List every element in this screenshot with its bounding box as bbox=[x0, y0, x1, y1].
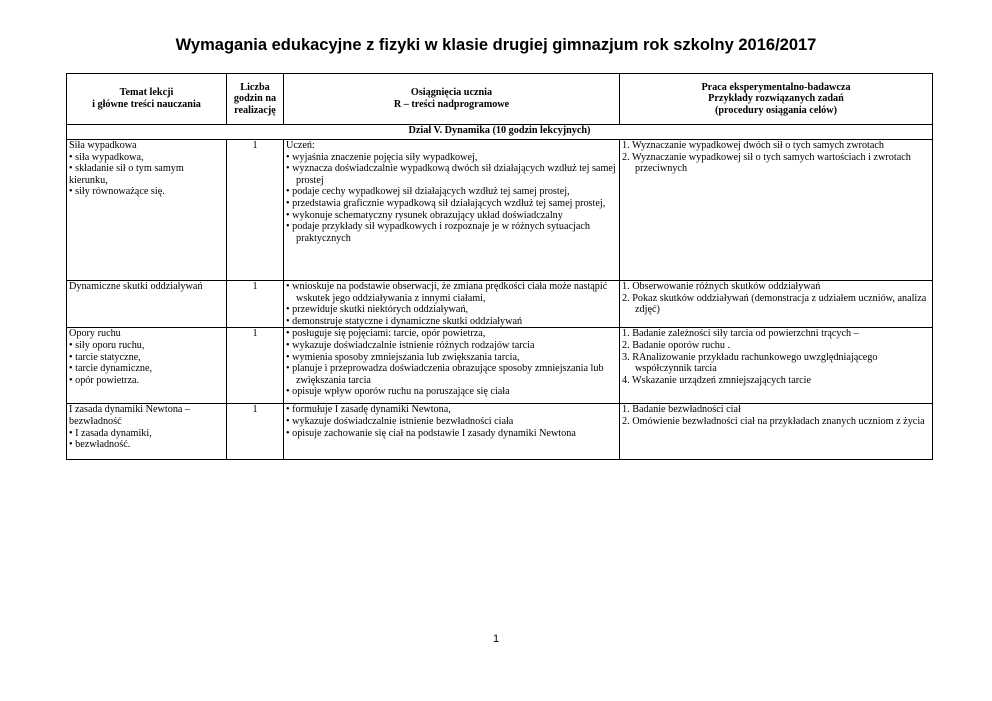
table-row bbox=[67, 404, 933, 460]
achievement-item: • wykazuje doświadczalnie istnienie różnych rodzajów tarcia bbox=[286, 339, 535, 351]
hours-cell: 1 bbox=[227, 140, 284, 281]
topic-line: • składanie sił o tym samym bbox=[69, 163, 184, 175]
topic-line: Opory ruchu bbox=[69, 328, 121, 340]
achievement-item: • przedstawia graficznie wypadkową sił działających wzdłuż tej samej prostej, bbox=[286, 197, 606, 209]
topic-line: • opór powietrza. bbox=[69, 374, 140, 386]
achievement-item: • podaje przykłady sił wypadkowych i rozpoznaje je w różnych sytuacjach praktycznych bbox=[286, 221, 590, 244]
header-row bbox=[67, 74, 933, 125]
topic-line: • tarcie dynamiczne, bbox=[69, 363, 153, 375]
achievement-item: • planuje i przeprowadza doświadczenia obrazujące sposoby zmniejszania lub zwiększania tarcia bbox=[286, 363, 604, 386]
page-title: Wymagania edukacyjne z fizyki w klasie drugiej gimnazjum rok szkolny 2016/2017 bbox=[175, 36, 817, 54]
work-item: 1. Badanie zależności siły tarcia od powierzchni trących – bbox=[622, 328, 859, 340]
work-cell bbox=[620, 404, 933, 460]
header-hours-line: Liczba bbox=[240, 81, 270, 93]
table-row bbox=[67, 281, 933, 328]
header-topic-line: i główne treści nauczania bbox=[92, 99, 201, 110]
work-item: 1. Obserwowanie różnych skutków oddziaływań bbox=[622, 281, 821, 292]
topic-cell bbox=[67, 328, 227, 404]
achievement-item: • wykazuje doświadczalnie istnienie bezwładności ciała bbox=[286, 415, 514, 427]
work-item: 2. Pokaz skutków oddziaływań (demonstracja z udziałem uczniów, analiza zdjęć) bbox=[622, 292, 927, 316]
achievement-item: • demonstruje statyczne i dynamiczne skutki oddziaływań bbox=[286, 315, 523, 327]
requirements-table bbox=[66, 73, 933, 460]
header-achievements-line: Osiągnięcia ucznia bbox=[410, 87, 493, 99]
achievement-item: • opisuje wpływ oporów ruchu na poruszające się ciała bbox=[286, 386, 510, 398]
topic-line: • bezwładność. bbox=[69, 439, 131, 451]
topic-line: bezwładność bbox=[69, 415, 122, 427]
achievement-item: • wymienia sposoby zmniejszania lub zwiększania tarcia, bbox=[286, 351, 520, 363]
topic-line: kierunku, bbox=[69, 174, 108, 186]
header-hours-line: godzin na bbox=[233, 93, 277, 105]
page-number: 1 bbox=[492, 633, 500, 645]
header-hours bbox=[227, 74, 284, 125]
header-achievements-line: R – treści nadprogramowe bbox=[393, 99, 510, 110]
achievement-item: Uczeń: bbox=[286, 140, 315, 151]
achievement-item: • wnioskuje na podstawie obserwacji, że zmiana prędkości ciała może nastąpić wskutek jego oddziaływania z innymi ciałami, bbox=[286, 281, 608, 304]
achievements-cell bbox=[284, 404, 620, 460]
achievement-item: • podaje cechy wypadkowej sił działających wzdłuż tej samej prostej, bbox=[286, 186, 570, 198]
topic-line: I zasada dynamiki Newtona – bbox=[69, 404, 191, 416]
work-item: 4. Wskazanie urządzeń zmniejszających tarcie bbox=[622, 374, 812, 386]
work-item: 2. Badanie oporów ruchu . bbox=[622, 339, 731, 351]
topic-line: Dynamiczne skutki oddziaływań bbox=[69, 281, 203, 292]
work-item: 2. Omówienie bezwładności ciał na przykładach znanych uczniom z życia bbox=[622, 415, 925, 427]
table-row bbox=[67, 140, 933, 281]
work-cell bbox=[620, 140, 933, 281]
topic-line: Siła wypadkowa bbox=[69, 140, 137, 151]
work-item: 1. Wyznaczanie wypadkowej dwóch sił o tych samych zwrotach bbox=[622, 140, 885, 151]
topic-line: • tarcie statyczne, bbox=[69, 351, 141, 363]
hours-cell: 1 bbox=[227, 328, 284, 404]
achievement-item: • wykonuje schematyczny rysunek obrazujący układ doświadczalny bbox=[286, 209, 563, 221]
header-work-line: Przykłady rozwiązanych zadań bbox=[708, 93, 844, 105]
achievement-item: • formułuje I zasadę dynamiki Newtona, bbox=[286, 404, 451, 416]
achievement-item: • wyjaśnia znaczenie pojęcia siły wypadkowej, bbox=[286, 151, 478, 163]
header-hours-line: realizację bbox=[234, 104, 276, 116]
header-experimental-work bbox=[620, 74, 933, 125]
work-item: 3. RAnalizowanie przykładu rachunkowego uwzględniającego współczynnik tarcia bbox=[622, 351, 878, 375]
section-row bbox=[67, 125, 933, 140]
achievement-item: • posługuje się pojęciami: tarcie, opór powietrza, bbox=[286, 328, 486, 340]
work-cell bbox=[620, 328, 933, 404]
header-topic-line: Temat lekcji bbox=[119, 87, 174, 99]
topic-line: • siły równoważące się. bbox=[69, 186, 165, 198]
achievements-cell bbox=[284, 140, 620, 281]
work-cell bbox=[620, 281, 933, 328]
topic-line: • I zasada dynamiki, bbox=[69, 427, 152, 439]
section-title: Dział V. Dynamika (10 godzin lekcyjnych) bbox=[67, 125, 933, 140]
header-topic bbox=[67, 74, 227, 125]
header-work-line: (procedury osiągania celów) bbox=[714, 104, 838, 116]
topic-cell bbox=[67, 281, 227, 328]
topic-line: • siły oporu ruchu, bbox=[69, 339, 145, 351]
achievement-item: • opisuje zachowanie się ciał na podstawie I zasady dynamiki Newtona bbox=[286, 427, 576, 439]
topic-line: • siła wypadkowa, bbox=[69, 151, 144, 163]
achievements-cell bbox=[284, 328, 620, 404]
table-row bbox=[67, 328, 933, 404]
header-achievements bbox=[284, 74, 620, 125]
work-item: 2. Wyznaczanie wypadkowej sił o tych samych wartościach i zwrotach przeciwnych bbox=[622, 151, 911, 175]
work-item: 1. Badanie bezwładności ciał bbox=[622, 404, 741, 416]
hours-cell: 1 bbox=[227, 281, 284, 328]
achievement-item: • przewiduje skutki niektórych oddziaływań, bbox=[286, 304, 469, 316]
topic-cell bbox=[67, 404, 227, 460]
hours-cell: 1 bbox=[227, 404, 284, 460]
achievement-item: • wyznacza doświadczalnie wypadkową dwóch sił działających wzdłuż tej samej prostej bbox=[286, 163, 616, 186]
topic-cell bbox=[67, 140, 227, 281]
achievements-cell bbox=[284, 281, 620, 328]
header-work-line: Praca eksperymentalno-badawcza bbox=[701, 81, 851, 93]
